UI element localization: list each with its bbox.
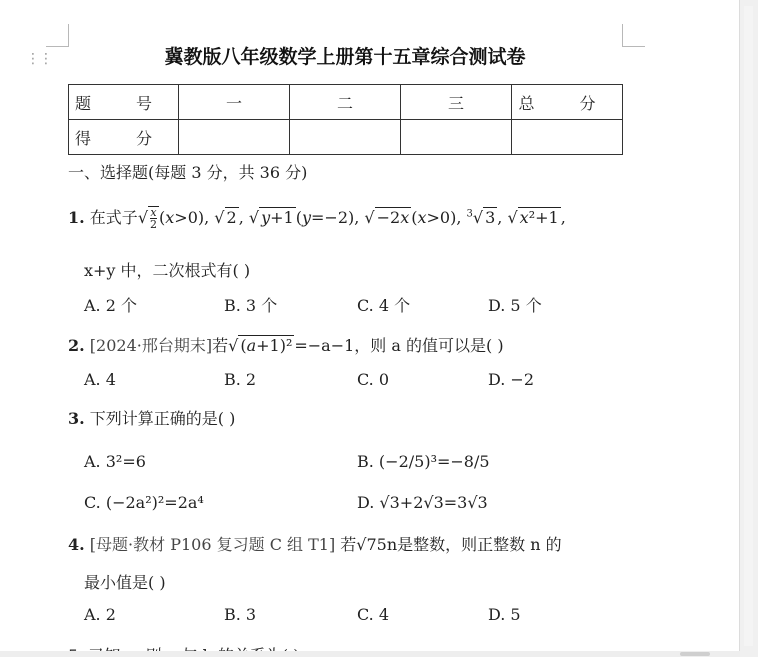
option-b[interactable]: B. 3	[224, 605, 257, 624]
question-3-stem	[68, 406, 235, 429]
score-header-cell: 总 分	[512, 85, 623, 120]
math-expression: √ (a+1)²	[228, 336, 293, 355]
score-header-cell: 二	[290, 85, 401, 120]
question-number: 1.	[68, 208, 85, 227]
option-d[interactable]: D. −2	[488, 370, 535, 389]
question-4-text: 若√75n是整数，则正整数 n 的	[340, 535, 562, 554]
question-2-stem-after: =−a−1，则 a 的值可以是( )	[294, 336, 504, 355]
horizontal-scrollbar[interactable]	[0, 651, 740, 657]
option-b[interactable]: B. 2	[224, 370, 257, 389]
option-d[interactable]: D. 5 个	[488, 296, 542, 315]
score-cell[interactable]	[401, 120, 512, 155]
option-a[interactable]: A. 2	[84, 605, 116, 624]
question-1-lead: 在式子	[89, 208, 138, 227]
question-number: 2.	[68, 336, 85, 355]
question-source: [母题·教材 P106 复习题 C 组 T1]	[89, 535, 336, 554]
score-table	[68, 84, 623, 155]
question-1-tail: x+y 中，二次根式有( )	[84, 261, 251, 280]
option-c[interactable]: C. 4 个	[357, 296, 411, 315]
question-4-tail: 最小值是( )	[84, 573, 166, 592]
option-a[interactable]: A. 3²=6	[84, 452, 146, 471]
scrollbar-thumb[interactable]	[680, 652, 710, 656]
score-header-cell: 三	[401, 85, 512, 120]
score-row-label: 得 分	[69, 120, 179, 155]
score-header-cell: 一	[179, 85, 290, 120]
score-cell[interactable]	[179, 120, 290, 155]
document-title: 冀教版八年级数学上册第十五章综合测试卷	[164, 46, 526, 68]
scrollbar-thumb[interactable]	[744, 6, 753, 646]
score-table-score-row	[69, 120, 623, 155]
question-number: 3.	[68, 409, 85, 428]
option-a[interactable]: A. 2 个	[84, 296, 137, 315]
math-expression: √ $\frac{x}{2}$ (x>0), √ 2 , √ y+1 (y=−2), √ −2x (x>0), $^3$√ 3 , √ x²+1 ,	[137, 206, 566, 231]
option-b[interactable]: B. 3 个	[224, 296, 278, 315]
score-table-header-row	[69, 85, 623, 120]
question-number: 4.	[68, 535, 85, 554]
score-cell[interactable]	[512, 120, 623, 155]
option-b[interactable]: B. (−2/5)³=−8/5	[357, 452, 490, 471]
drag-handle-icon[interactable]: ⋮⋮	[26, 51, 52, 67]
option-c[interactable]: C. (−2a²)²=2a⁴	[84, 493, 204, 512]
question-3-text: 下列计算正确的是( )	[89, 409, 236, 428]
option-c[interactable]: C. 0	[357, 370, 390, 389]
section-heading: 一、选择题(每题 3 分，共 36 分)	[68, 163, 308, 182]
option-d[interactable]: D. 5	[488, 605, 521, 624]
question-source: [2024·邢台期末]	[89, 336, 213, 355]
question-4-stem	[68, 532, 562, 555]
option-c[interactable]: C. 4	[357, 605, 390, 624]
score-cell[interactable]	[290, 120, 401, 155]
vertical-scrollbar[interactable]	[739, 0, 758, 657]
question-1-stem	[68, 205, 566, 230]
option-a[interactable]: A. 4	[84, 370, 116, 389]
score-header-cell: 题 号	[69, 85, 179, 120]
question-2-stem: 2. [2024·邢台期末]若√ (a+1)² =−a−1，则 a 的值可以是( )	[68, 336, 504, 355]
option-d[interactable]: D. √3+2√3=3√3	[357, 493, 488, 512]
